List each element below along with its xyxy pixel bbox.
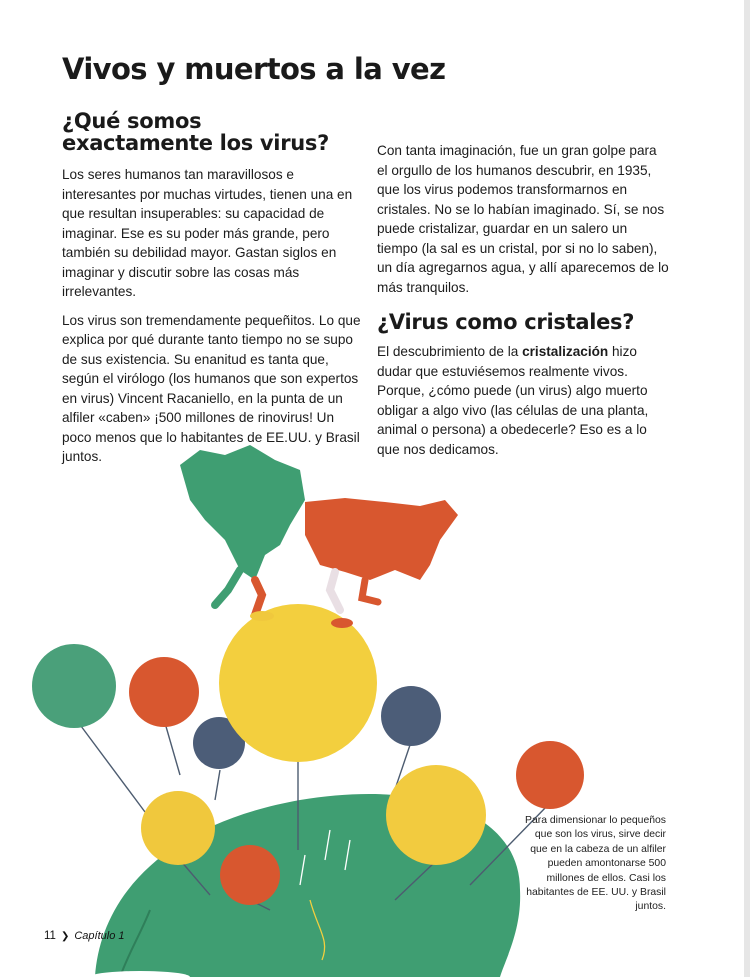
page-title: Vivos y muertos a la vez <box>62 52 446 86</box>
chapter-label: Capítulo 1 <box>74 930 125 942</box>
usa-figure <box>305 498 458 628</box>
text-before-bold: El descubrimiento de la <box>377 344 523 359</box>
left-column <box>62 110 362 476</box>
balloon-yellow-big <box>219 604 377 762</box>
balloon-yellow-left <box>141 791 215 865</box>
paragraph-imagination: Los seres humanos tan maravillosos e interesantes por muchas virtudes, tienen una en que resultan insuperables: su capacidad de imaginar. Ese es su poder más grande, pero también su debilidad mayor. Gastan siglos en imaginar y discutir sobre las cosas más irrelevantes. <box>62 167 353 299</box>
heading-line-1: ¿Qué somos <box>62 109 202 133</box>
balloon-green <box>32 644 116 728</box>
heading-line-2: exactamente los virus? <box>62 131 329 155</box>
text-after-bold: hizo dudar que estuviésemos realmente vivos. Porque, ¿cómo puede (un virus) algo muerto obligar a algo vivo (las células de una planta, animal o persona) a obedecerle? Eso es a lo que nos dedicamos. <box>377 344 649 457</box>
illustration-caption: Para dimensionar lo pequeños que son los virus, sirve decir que en la cabeza de un alfiler pueden amontonarse 500 millones de ellos. Casi los habitantes de EE. UU. y Brasil juntos. <box>525 815 666 913</box>
page-footer <box>44 930 125 942</box>
section-heading-virus <box>62 110 362 154</box>
balloon-yellow-right <box>386 765 486 865</box>
balloon-orange-right <box>516 741 584 809</box>
bold-term-crystallization: cristalización <box>522 344 609 359</box>
chevron-right-icon: ❯ <box>60 930 70 942</box>
paragraph-size: Los virus son tremendamente pequeñitos. Lo que explica por qué durante tanto tiempo no se supo de sus existencia. Su enanitud es tanta que, según el virólogo (los humanos que son expertos en virus) Vincent Racaniello, en la punta de un alfiler «caben» ¡500 millones de rinovirus! Un poco menos que lo habitantes de EE.UU. y Brasil juntos. <box>62 312 361 464</box>
balloon-orange-bottom <box>220 845 280 905</box>
section-heading-crystals: ¿Virus como cristales? <box>377 310 635 334</box>
brazil-figure <box>180 445 305 621</box>
paragraph-crystals-discovery: Con tanta imaginación, fue un gran golpe para el orgullo de los humanos descubrir, en 1935, que los virus podemos transformarnos en cristales. No se lo habían imaginado. Sí, se nos puede cristalizar, guardar en un salero un tiempo (la sal es un cristal, por si no lo saben), un día agregarnos agua, y allí aparecemos de lo más tranquilos. <box>377 143 669 295</box>
page-number: 11 <box>44 930 56 942</box>
balloon-slate-right <box>381 686 441 746</box>
balloon-orange-left <box>129 657 199 727</box>
right-column <box>377 141 669 468</box>
